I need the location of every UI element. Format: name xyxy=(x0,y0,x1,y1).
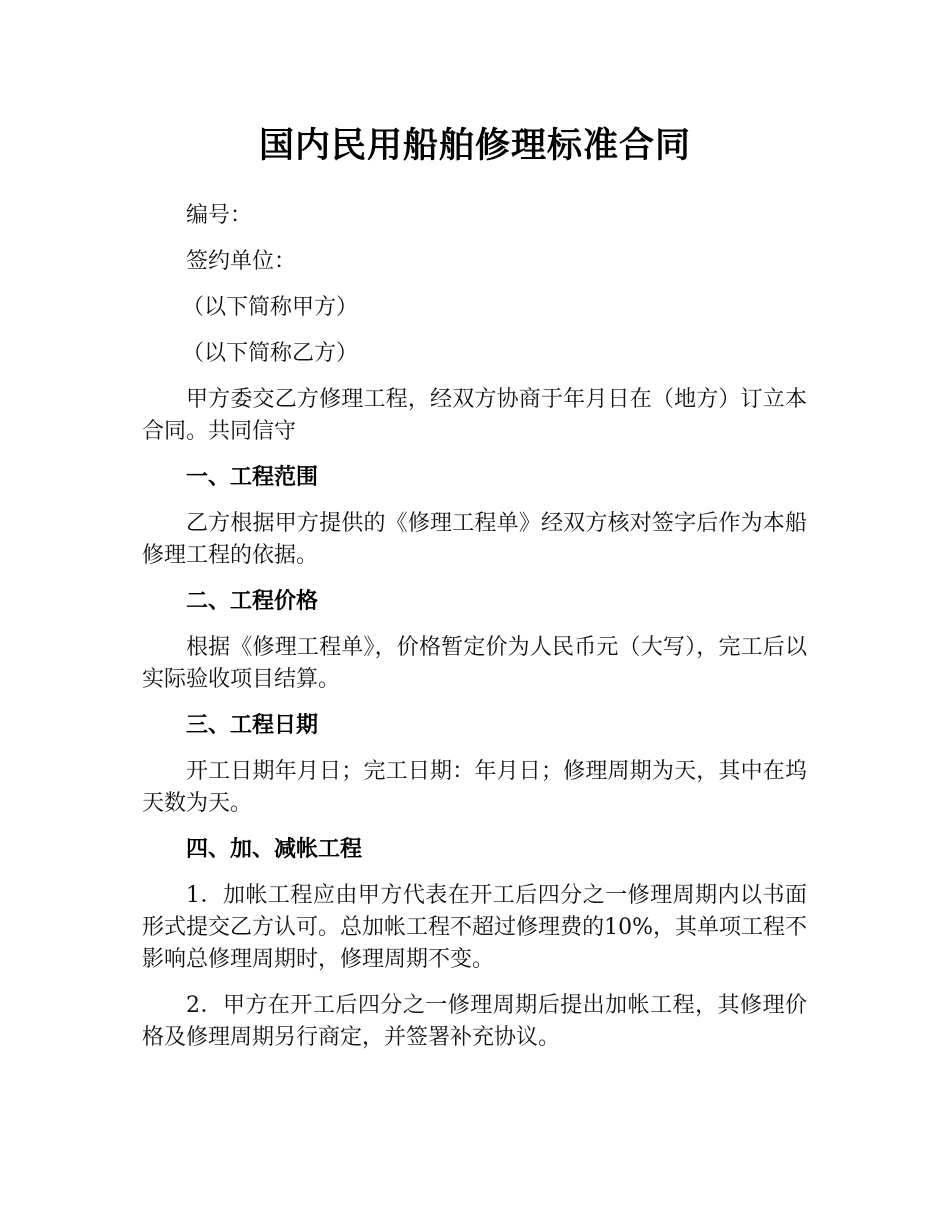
section-heading-additional-work: 四、加、减帐工程 xyxy=(186,837,363,862)
section-heading-scope: 一、工程范围 xyxy=(186,465,319,490)
number-field: 编号： xyxy=(186,203,253,228)
party-a-note: （以下简称甲方） xyxy=(182,295,359,320)
party-b-note: （以下简称乙方） xyxy=(182,341,359,366)
section-paragraph: 开工日期年月日；完工日期：年月日；修理周期为天，其中在坞天数为天。 xyxy=(142,759,807,816)
intro-paragraph: 甲方委交乙方修理工程，经双方协商于年月日在（地方）订立本合同。共同信守 xyxy=(142,387,807,444)
document-body xyxy=(142,200,807,1068)
section-paragraph: 乙方根据甲方提供的《修理工程单》经双方核对签字后作为本船修理工程的依据。 xyxy=(142,511,807,568)
section-paragraph: 根据《修理工程单》，价格暂定价为人民币元（大写），完工后以实际验收项目结算。 xyxy=(142,635,807,692)
section-paragraph: 1．加帐工程应由甲方代表在开工后四分之一修理周期内以书面形式提交乙方认可。总加帐工程不超过修理费的10%，其单项工程不影响总修理周期时，修理周期不变。 xyxy=(142,883,807,972)
section-paragraph: 2．甲方在开工后四分之一修理周期后提出加帐工程，其修理价格及修理周期另行商定，并签署补充协议。 xyxy=(142,993,807,1050)
section-heading-price: 二、工程价格 xyxy=(186,589,319,614)
document-title: 国内民用船舶修理标准合同 xyxy=(258,126,691,166)
section-heading-dates: 三、工程日期 xyxy=(186,713,319,738)
signing-party-field: 签约单位： xyxy=(186,249,297,274)
